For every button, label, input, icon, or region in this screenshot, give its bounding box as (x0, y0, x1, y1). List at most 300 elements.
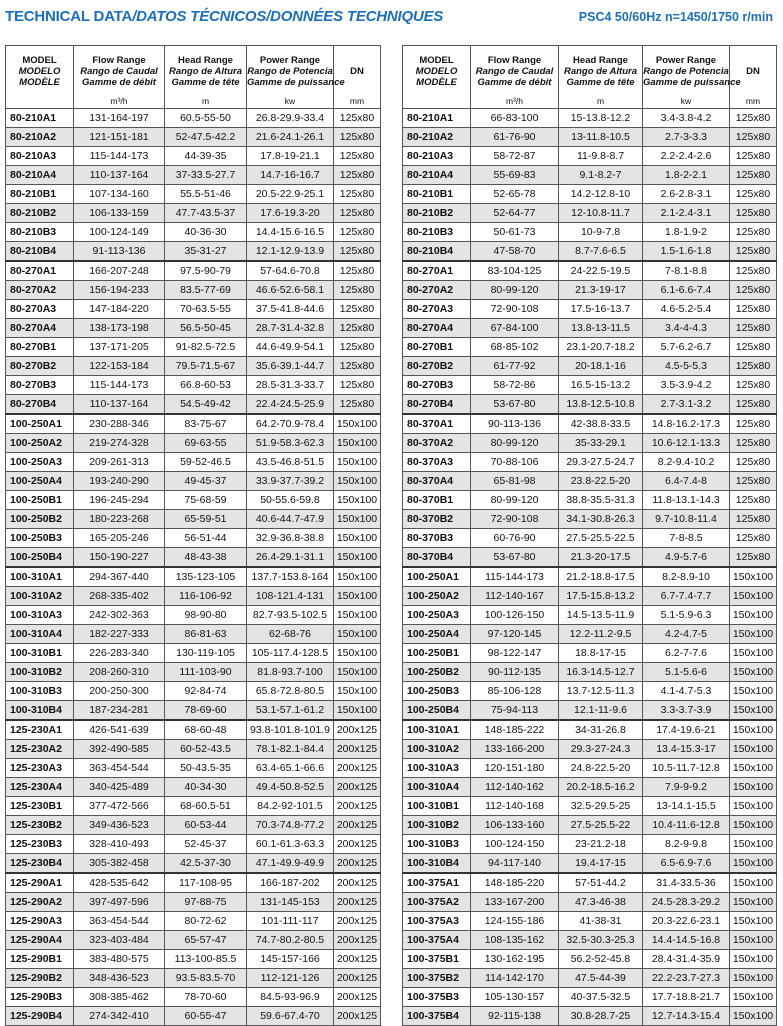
table-row (6, 529, 381, 548)
cell-model: 100-375A3 (403, 912, 471, 931)
table-row (6, 912, 381, 931)
cell-power: 78.1-82.1-84.4 (247, 740, 334, 759)
table-row (6, 797, 381, 816)
cell-dn: 125x80 (334, 109, 381, 128)
cell-head: 20-18.1-16 (559, 357, 643, 376)
cell-flow: 131-164-197 (74, 109, 165, 128)
table-units-row (403, 94, 777, 109)
cell-dn: 125x80 (730, 300, 777, 319)
cell-head: 60-52-43.5 (165, 740, 247, 759)
table-row (403, 300, 777, 319)
table-row (403, 434, 777, 453)
table-row (6, 778, 381, 797)
cell-flow: 106-133-160 (471, 816, 559, 835)
cell-flow: 90-113-136 (471, 414, 559, 434)
cell-model: 100-250A4 (6, 472, 74, 491)
cell-power: 7.9-9-9.2 (643, 778, 730, 797)
cell-model: 100-310A2 (6, 587, 74, 606)
cell-power: 6.2-7-7.6 (643, 644, 730, 663)
cell-head: 47.3-46-38 (559, 893, 643, 912)
title-es-fr: /DATOS TÉCNICOS/DONNÉES TECHNIQUES (132, 8, 444, 25)
cell-flow: 94-117-140 (471, 854, 559, 874)
cell-dn: 125x80 (730, 510, 777, 529)
col-dn: DN (730, 46, 777, 95)
cell-flow: 107-134-160 (74, 185, 165, 204)
cell-head: 21.2-18.8-17.5 (559, 567, 643, 587)
table-row (6, 319, 381, 338)
cell-dn: 125x80 (334, 376, 381, 395)
cell-model: 80-270A3 (6, 300, 74, 319)
cell-head: 59-52-46.5 (165, 453, 247, 472)
cell-power: 1.5-1.6-1.8 (643, 242, 730, 262)
cell-head: 98-90-80 (165, 606, 247, 625)
cell-power: 81.8-93.7-100 (247, 663, 334, 682)
cell-power: 84.2-92-101.5 (247, 797, 334, 816)
cell-model: 100-310B4 (403, 854, 471, 874)
table-row (403, 587, 777, 606)
cell-head: 35-31-27 (165, 242, 247, 262)
cell-flow: 147-184-220 (74, 300, 165, 319)
cell-model: 100-310B4 (6, 701, 74, 721)
cell-model: 80-370B4 (403, 548, 471, 568)
cell-head: 13-11.8-10.5 (559, 128, 643, 147)
table-row (6, 223, 381, 242)
cell-model: 80-270B3 (403, 376, 471, 395)
cell-flow: 130-162-195 (471, 950, 559, 969)
cell-model: 100-375B4 (403, 1007, 471, 1026)
table-row (6, 548, 381, 568)
unit-power: kw (643, 94, 730, 109)
table-row (6, 472, 381, 491)
cell-dn: 125x80 (730, 548, 777, 568)
cell-power: 44.6-49.9-54.1 (247, 338, 334, 357)
cell-head: 97.5-90-79 (165, 261, 247, 281)
table-row (403, 969, 777, 988)
cell-dn: 150x100 (730, 587, 777, 606)
cell-model: 80-270A4 (403, 319, 471, 338)
cell-model: 80-270B4 (403, 395, 471, 415)
cell-flow: 80-99-120 (471, 491, 559, 510)
cell-model: 100-250A3 (6, 453, 74, 472)
cell-flow: 426-541-639 (74, 720, 165, 740)
cell-power: 28.5-31.3-33.7 (247, 376, 334, 395)
cell-head: 42.5-37-30 (165, 854, 247, 874)
cell-dn: 200x125 (334, 854, 381, 874)
cell-flow: 150-190-227 (74, 548, 165, 568)
cell-head: 57-51-44.2 (559, 873, 643, 893)
cell-dn: 200x125 (334, 720, 381, 740)
table-row (403, 204, 777, 223)
cell-power: 4.2-4.7-5 (643, 625, 730, 644)
cell-dn: 125x80 (730, 223, 777, 242)
cell-dn: 150x100 (334, 548, 381, 568)
cell-power: 5.1-5.9-6.3 (643, 606, 730, 625)
cell-dn: 200x125 (334, 835, 381, 854)
table-row (403, 893, 777, 912)
cell-model: 100-250A3 (403, 606, 471, 625)
table-row (6, 587, 381, 606)
unit-flow: m³/h (471, 94, 559, 109)
cell-model: 80-370B3 (403, 529, 471, 548)
title-en: TECHNICAL DATA (5, 8, 133, 25)
col-flow: Flow Range Rango de Caudal Gamme de débit (471, 46, 559, 95)
cell-model: 80-210B2 (403, 204, 471, 223)
cell-dn: 150x100 (730, 720, 777, 740)
cell-flow: 428-535-642 (74, 873, 165, 893)
data-table-right (402, 45, 777, 1026)
cell-dn: 150x100 (730, 854, 777, 874)
cell-power: 3.4-4-4.3 (643, 319, 730, 338)
cell-flow: 100-124-150 (471, 835, 559, 854)
cell-head: 113-100-85.5 (165, 950, 247, 969)
table-row (403, 281, 777, 300)
cell-power: 2.6-2.8-3.1 (643, 185, 730, 204)
table-row (6, 682, 381, 701)
cell-flow: 80-99-120 (471, 434, 559, 453)
cell-model: 80-370A3 (403, 453, 471, 472)
cell-dn: 150x100 (334, 510, 381, 529)
cell-flow: 75-94-113 (471, 701, 559, 721)
cell-flow: 110-137-164 (74, 166, 165, 185)
cell-model: 80-270A2 (6, 281, 74, 300)
cell-power: 10.5-11.7-12.8 (643, 759, 730, 778)
cell-head: 32.5-29.5-25 (559, 797, 643, 816)
table-row (6, 835, 381, 854)
cell-model: 80-210A3 (6, 147, 74, 166)
cell-flow: 105-130-157 (471, 988, 559, 1007)
cell-model: 100-250B2 (403, 663, 471, 682)
cell-flow: 166-207-248 (74, 261, 165, 281)
unit-dn: mm (334, 94, 381, 109)
table-row (6, 128, 381, 147)
table-row (6, 300, 381, 319)
cell-power: 26.8-29.9-33.4 (247, 109, 334, 128)
table-row (6, 434, 381, 453)
cell-dn: 200x125 (334, 1007, 381, 1026)
cell-flow: 323-403-484 (74, 931, 165, 950)
cell-power: 31.4-33.5-36 (643, 873, 730, 893)
table-row (6, 338, 381, 357)
cell-flow: 122-153-184 (74, 357, 165, 376)
cell-dn: 125x80 (730, 261, 777, 281)
cell-head: 15-13.8-12.2 (559, 109, 643, 128)
cell-dn: 150x100 (730, 893, 777, 912)
cell-flow: 120-151-180 (471, 759, 559, 778)
cell-dn: 125x80 (730, 109, 777, 128)
cell-head: 40-36-30 (165, 223, 247, 242)
cell-head: 68-60.5-51 (165, 797, 247, 816)
cell-dn: 150x100 (730, 988, 777, 1007)
cell-head: 21.3-19-17 (559, 281, 643, 300)
cell-dn: 150x100 (730, 740, 777, 759)
col-head: Head Range Rango de Altura Gamme de tête (559, 46, 643, 95)
table-units-row (6, 94, 381, 109)
cell-power: 12.1-12.9-13.9 (247, 242, 334, 262)
cell-power: 6.7-7.4-7.7 (643, 587, 730, 606)
table-row (6, 166, 381, 185)
cell-flow: 115-144-173 (471, 567, 559, 587)
cell-power: 21.6-24.1-26.1 (247, 128, 334, 147)
cell-dn: 125x80 (730, 491, 777, 510)
table-row (6, 242, 381, 262)
cell-flow: 242-302-363 (74, 606, 165, 625)
cell-model: 125-290B2 (6, 969, 74, 988)
cell-head: 60-55-47 (165, 1007, 247, 1026)
cell-model: 100-310B1 (6, 644, 74, 663)
table-row (403, 873, 777, 893)
cell-dn: 150x100 (334, 567, 381, 587)
cell-dn: 150x100 (730, 912, 777, 931)
cell-head: 60-53-44 (165, 816, 247, 835)
cell-flow: 61-77-92 (471, 357, 559, 376)
cell-model: 100-310B1 (403, 797, 471, 816)
cell-flow: 50-61-73 (471, 223, 559, 242)
cell-flow: 98-122-147 (471, 644, 559, 663)
cell-power: 12.7-14.3-15.4 (643, 1007, 730, 1026)
cell-model: 100-250B1 (403, 644, 471, 663)
table-row (403, 701, 777, 721)
table-row (6, 395, 381, 415)
cell-power: 63.4-65.1-66.6 (247, 759, 334, 778)
cell-model: 80-210A3 (403, 147, 471, 166)
cell-flow: 58-72-87 (471, 147, 559, 166)
cell-model: 80-370A1 (403, 414, 471, 434)
cell-dn: 125x80 (730, 529, 777, 548)
table-row (6, 663, 381, 682)
table-row (403, 414, 777, 434)
cell-head: 29.3-27-24.3 (559, 740, 643, 759)
cell-power: 7-8-8.5 (643, 529, 730, 548)
table-header-row (403, 46, 777, 95)
table-row (6, 720, 381, 740)
cell-power: 131-145-153 (247, 893, 334, 912)
cell-dn: 150x100 (730, 606, 777, 625)
cell-flow: 52-64-77 (471, 204, 559, 223)
cell-power: 17.8-19-21.1 (247, 147, 334, 166)
table-row (403, 567, 777, 587)
cell-flow: 53-67-80 (471, 395, 559, 415)
cell-power: 4.5-5-5.3 (643, 357, 730, 376)
col-flow: Flow Range Rango de Caudal Gamme de débit (74, 46, 165, 95)
table-row (6, 816, 381, 835)
cell-model: 80-210A1 (403, 109, 471, 128)
cell-head: 40-34-30 (165, 778, 247, 797)
cell-power: 22.4-24.5-25.9 (247, 395, 334, 415)
cell-power: 7-8.1-8.8 (643, 261, 730, 281)
cell-head: 83-75-67 (165, 414, 247, 434)
cell-power: 14.4-14.5-16.8 (643, 931, 730, 950)
cell-flow: 100-126-150 (471, 606, 559, 625)
table-row (6, 453, 381, 472)
cell-model: 125-230A3 (6, 759, 74, 778)
cell-flow: 193-240-290 (74, 472, 165, 491)
cell-dn: 150x100 (334, 587, 381, 606)
cell-power: 70.3-74.8-77.2 (247, 816, 334, 835)
table-row (403, 759, 777, 778)
cell-head: 24.8-22.5-20 (559, 759, 643, 778)
cell-flow: 121-151-181 (74, 128, 165, 147)
cell-power: 20.3-22.6-23.1 (643, 912, 730, 931)
cell-head: 17.5-15.8-13.2 (559, 587, 643, 606)
cell-model: 80-210B2 (6, 204, 74, 223)
cell-model: 100-250A1 (403, 567, 471, 587)
cell-dn: 125x80 (730, 453, 777, 472)
table-row (403, 147, 777, 166)
cell-head: 14.5-13.5-11.9 (559, 606, 643, 625)
cell-dn: 150x100 (730, 950, 777, 969)
cell-head: 56.2-52-45.8 (559, 950, 643, 969)
cell-model: 125-230A4 (6, 778, 74, 797)
cell-power: 1.8-2-2.1 (643, 166, 730, 185)
cell-head: 86-81-63 (165, 625, 247, 644)
cell-model: 100-375A4 (403, 931, 471, 950)
cell-flow: 83-104-125 (471, 261, 559, 281)
unit-flow: m³/h (74, 94, 165, 109)
cell-dn: 200x125 (334, 873, 381, 893)
table-row (403, 357, 777, 376)
cell-model: 100-250B4 (403, 701, 471, 721)
cell-model: 100-310A3 (6, 606, 74, 625)
unit-power: kw (247, 94, 334, 109)
cell-dn: 125x80 (334, 223, 381, 242)
cell-power: 2.7-3-3.3 (643, 128, 730, 147)
table-row (6, 950, 381, 969)
unit-head: m (559, 94, 643, 109)
cell-dn: 125x80 (334, 300, 381, 319)
cell-head: 27.5-25.5-22.5 (559, 529, 643, 548)
table-row (403, 816, 777, 835)
cell-model: 100-310A4 (403, 778, 471, 797)
cell-flow: 115-144-173 (74, 376, 165, 395)
cell-dn: 125x80 (334, 128, 381, 147)
cell-dn: 125x80 (730, 434, 777, 453)
cell-head: 68-60-48 (165, 720, 247, 740)
cell-flow: 92-115-138 (471, 1007, 559, 1026)
cell-head: 9.1-8.2-7 (559, 166, 643, 185)
table-row (6, 893, 381, 912)
cell-power: 20.5-22.9-25.1 (247, 185, 334, 204)
cell-power: 8.2-8.9-10 (643, 567, 730, 587)
cell-dn: 125x80 (730, 204, 777, 223)
cell-dn: 150x100 (334, 663, 381, 682)
cell-model: 100-310B3 (403, 835, 471, 854)
cell-power: 43.5-46.8-51.5 (247, 453, 334, 472)
cell-flow: 68-85-102 (471, 338, 559, 357)
col-dn: DN (334, 46, 381, 95)
cell-power: 2.7-3.1-3.2 (643, 395, 730, 415)
cell-flow: 70-88-106 (471, 453, 559, 472)
cell-flow: 156-194-233 (74, 281, 165, 300)
table-row (403, 242, 777, 262)
cell-flow: 349-436-523 (74, 816, 165, 835)
table-row (6, 759, 381, 778)
col-power: Power Range Rango de Potencia Gamme de puissance (643, 46, 730, 95)
cell-flow: 274-342-410 (74, 1007, 165, 1026)
cell-power: 6.4-7.4-8 (643, 472, 730, 491)
cell-power: 14.7-16-16.7 (247, 166, 334, 185)
table-row (6, 567, 381, 587)
cell-power: 53.1-57.1-61.2 (247, 701, 334, 721)
cell-power: 17.4-19.6-21 (643, 720, 730, 740)
cell-flow: 383-480-575 (74, 950, 165, 969)
cell-model: 125-230B3 (6, 835, 74, 854)
page-title (5, 8, 443, 25)
cell-flow: 72-90-108 (471, 510, 559, 529)
cell-head: 14.2-12.8-10 (559, 185, 643, 204)
cell-flow: 85-106-128 (471, 682, 559, 701)
cell-dn: 200x125 (334, 740, 381, 759)
table-row (403, 185, 777, 204)
cell-flow: 53-67-80 (471, 548, 559, 568)
cell-power: 3.3-3.7-3.9 (643, 701, 730, 721)
cell-model: 100-375B3 (403, 988, 471, 1007)
cell-power: 101-111-117 (247, 912, 334, 931)
cell-power: 3.4-3.8-4.2 (643, 109, 730, 128)
cell-power: 28.7-31.4-32.8 (247, 319, 334, 338)
cell-power: 37.5-41.8-44.6 (247, 300, 334, 319)
cell-flow: 100-124-149 (74, 223, 165, 242)
table-row (6, 1007, 381, 1026)
table-row (403, 261, 777, 281)
table-row (403, 835, 777, 854)
cell-dn: 125x80 (730, 357, 777, 376)
cell-power: 108-121.4-131 (247, 587, 334, 606)
cell-power: 40.6-44.7-47.9 (247, 510, 334, 529)
cell-model: 100-250B3 (403, 682, 471, 701)
cell-dn: 150x100 (334, 701, 381, 721)
table-row (403, 128, 777, 147)
cell-model: 100-375A1 (403, 873, 471, 893)
cell-head: 23-21.2-18 (559, 835, 643, 854)
table-row (6, 625, 381, 644)
cell-dn: 150x100 (730, 567, 777, 587)
cell-flow: 58-72-86 (471, 376, 559, 395)
cell-flow: 112-140-167 (471, 587, 559, 606)
table-row (403, 376, 777, 395)
cell-power: 10.4-11.6-12.8 (643, 816, 730, 835)
cell-head: 34.1-30.8-26.3 (559, 510, 643, 529)
cell-head: 12.1-11-9.6 (559, 701, 643, 721)
cell-power: 28.4-31.4-35.9 (643, 950, 730, 969)
table-row (6, 701, 381, 721)
cell-dn: 125x80 (730, 166, 777, 185)
cell-dn: 125x80 (730, 472, 777, 491)
cell-head: 116-106-92 (165, 587, 247, 606)
table-row (403, 529, 777, 548)
cell-model: 80-210A2 (403, 128, 471, 147)
cell-head: 97-88-75 (165, 893, 247, 912)
cell-model: 125-290A4 (6, 931, 74, 950)
cell-head: 20.2-18.5-16.2 (559, 778, 643, 797)
cell-dn: 150x100 (334, 625, 381, 644)
table-row (403, 109, 777, 128)
cell-model: 125-290A3 (6, 912, 74, 931)
cell-flow: 209-261-313 (74, 453, 165, 472)
cell-flow: 61-76-90 (471, 128, 559, 147)
cell-model: 100-250B4 (6, 548, 74, 568)
cell-flow: 112-140-162 (471, 778, 559, 797)
cell-head: 34-31-26.8 (559, 720, 643, 740)
cell-flow: 108-135-162 (471, 931, 559, 950)
cell-power: 4.6-5.2-5.4 (643, 300, 730, 319)
table-row (403, 950, 777, 969)
cell-model: 125-290B1 (6, 950, 74, 969)
cell-dn: 125x80 (334, 261, 381, 281)
cell-flow: 52-65-78 (471, 185, 559, 204)
cell-head: 66.8-60-53 (165, 376, 247, 395)
cell-head: 44-39-35 (165, 147, 247, 166)
cell-power: 9.7-10.8-11.4 (643, 510, 730, 529)
